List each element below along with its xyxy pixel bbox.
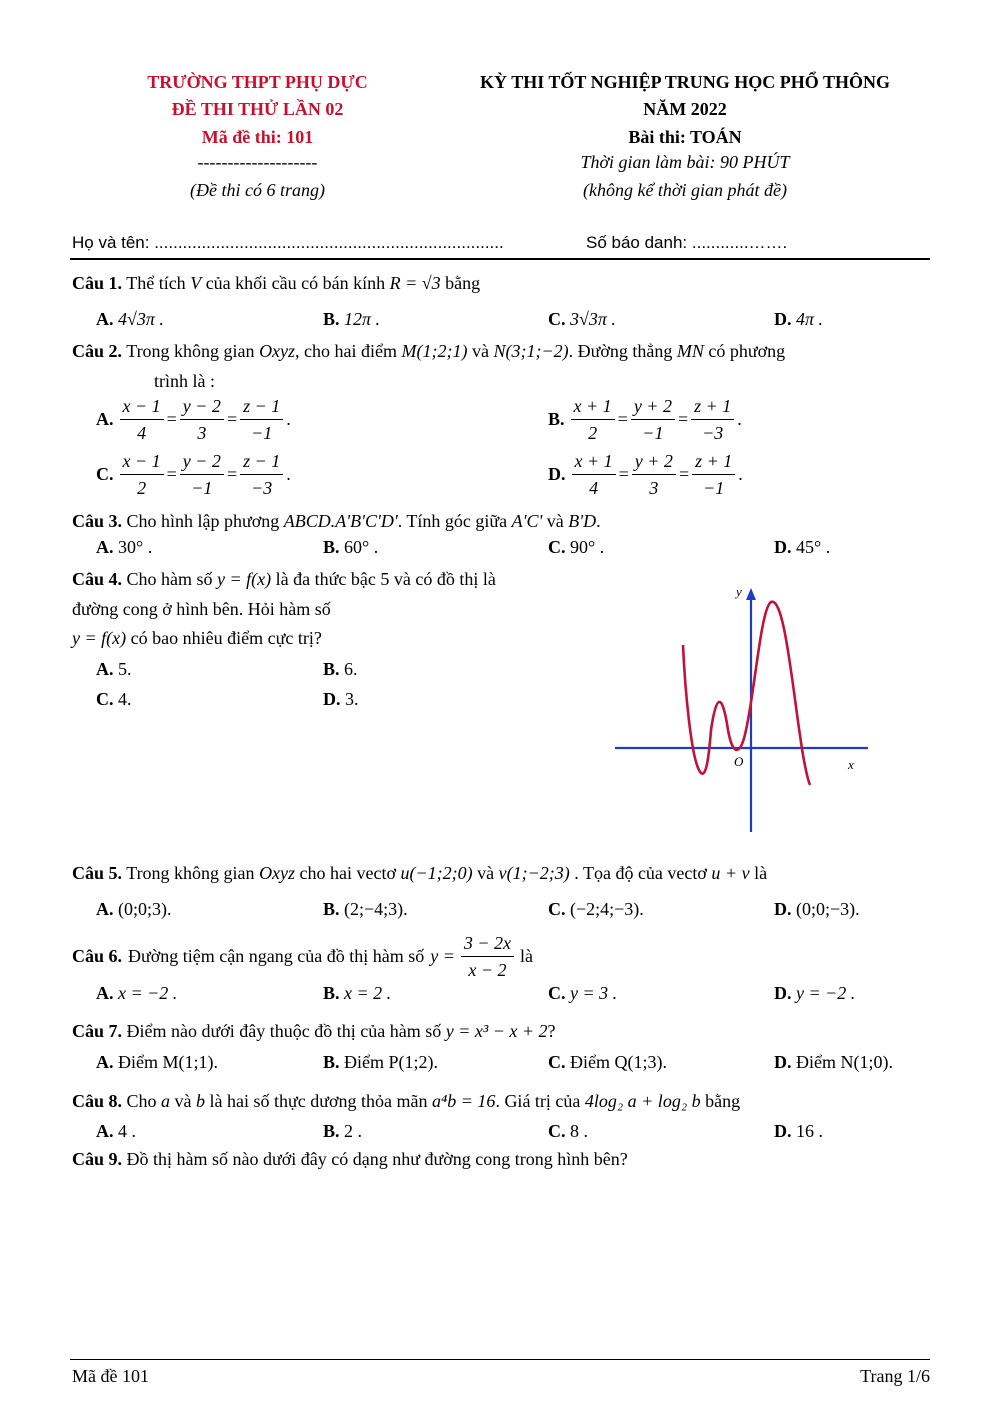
origin-label: O [734, 754, 744, 769]
school-name: TRƯỜNG THPT PHỤ DỰC [147, 72, 368, 92]
fraction [572, 448, 616, 501]
question-text: và [477, 863, 495, 883]
x-axis-label: x [848, 757, 854, 772]
option-value: 3√3π . [570, 309, 616, 329]
question-text: Trong không gian [126, 341, 255, 361]
question-2 [72, 341, 785, 362]
option-value: 4√3π . [118, 309, 164, 329]
fraction [691, 393, 734, 446]
denominator: 3 [649, 478, 659, 498]
option-label: C. [548, 899, 566, 919]
numerator: z + 1 [691, 393, 734, 420]
math-expr: y = f(x) [72, 628, 127, 648]
option-value: 45° . [796, 537, 831, 557]
option-label: D. [774, 1121, 792, 1141]
option-value: y = −2 . [796, 983, 856, 1003]
student-id-field: Số báo danh: ............……. [586, 233, 788, 252]
option-c [548, 983, 617, 1004]
question-text: . Đường thẳng [568, 341, 673, 361]
option-value: 4. [118, 689, 132, 709]
option-value: 4 . [118, 1121, 136, 1141]
numerator: z − 1 [240, 393, 283, 420]
option-label: A. [96, 1052, 114, 1072]
option-label: B. [323, 659, 340, 679]
option-label: B. [323, 537, 340, 557]
denominator: 2 [137, 478, 147, 498]
student-name-field: Họ và tên: .......................................................................... [72, 233, 504, 252]
math-expr: a⁴b = 16 [432, 1091, 496, 1111]
footer-exam-code: Mã đề 101 [72, 1366, 149, 1386]
option-b [323, 309, 380, 330]
option-label: B. [323, 983, 340, 1003]
option-b [323, 1121, 362, 1142]
numerator: z − 1 [240, 448, 283, 475]
option-value: 5. [118, 659, 132, 679]
math-var: V [190, 273, 202, 293]
line-equation: $\frac{x + 1}{2}$ = $\frac{y + 2}{-1}$ = $\frac{z + 1}{-3}$ . [571, 393, 742, 446]
fraction [692, 448, 735, 501]
math-expr: 4log₂ a + log₂ b [584, 1091, 701, 1111]
option-d [323, 689, 359, 710]
option-a [96, 983, 177, 1004]
option-d [774, 537, 830, 558]
math-expr: B'D [568, 511, 597, 531]
fraction [632, 448, 676, 501]
page-count: (Đề thi có 6 trang) [190, 180, 325, 200]
question-text: bằng [705, 1091, 741, 1111]
y-axis-arrow [746, 588, 756, 600]
footer-divider [70, 1359, 930, 1360]
question-label: Câu 3. [72, 511, 123, 531]
option-value: 4π . [796, 309, 824, 329]
question-label: Câu 7. [72, 1021, 123, 1041]
option-label: A. [96, 409, 114, 429]
fraction [180, 448, 224, 501]
y-axis-label: y [736, 584, 742, 599]
question-text: . Tính góc giữa [397, 511, 508, 531]
option-label: A. [96, 309, 114, 329]
option-label: C. [96, 464, 114, 484]
question-text: có bao nhiêu điểm cực trị? [130, 628, 322, 648]
question-text: . Giá trị của [495, 1091, 581, 1111]
question-text: , cho hai điểm [295, 341, 398, 361]
math-expr: Oxyz [259, 341, 296, 361]
option-c [548, 309, 616, 330]
math-expr: MN [676, 341, 704, 361]
question-label: Câu 1. [72, 273, 123, 293]
question-4 [72, 569, 496, 590]
question-8 [72, 1091, 740, 1112]
option-label: B. [323, 899, 340, 919]
math-expr: Oxyz [259, 863, 296, 883]
denominator: −3 [702, 423, 724, 443]
fraction [240, 448, 283, 501]
option-label: A. [96, 983, 114, 1003]
line-equation: $\frac{x - 1}{2}$ = $\frac{y - 2}{-1}$ = $\frac{z - 1}{-3}$ . [120, 448, 291, 501]
option-d [774, 1121, 823, 1142]
option-a [96, 309, 164, 330]
exam-year: NĂM 2022 [643, 99, 727, 119]
question-text: Đường tiệm cận ngang của đồ thị hàm số [128, 946, 425, 966]
option-b [323, 1052, 438, 1073]
option-d [774, 983, 855, 1004]
exam-time-note: (không kể thời gian phát đề) [582, 180, 788, 200]
option-b [323, 899, 408, 920]
question-label: Câu 8. [72, 1091, 123, 1111]
option-a [96, 537, 152, 558]
question-5 [72, 863, 767, 884]
question-text: . Tọa độ của vectơ [574, 863, 707, 883]
option-value: Điểm Q(1;3). [570, 1052, 667, 1072]
exam-code: Mã đề thi: 101 [201, 127, 314, 147]
numerator: y − 2 [180, 448, 224, 475]
option-a [96, 1121, 136, 1142]
option-value: 3. [345, 689, 359, 709]
question-text: là đa thức bậc 5 và có đồ thị là [275, 569, 496, 589]
math-expr: y = [430, 946, 455, 966]
line-equation: $\frac{x + 1}{4}$ = $\frac{y + 2}{3}$ = $\frac{z + 1}{-1}$ . [572, 448, 743, 501]
math-expr: y = x³ − x + 2 [445, 1021, 548, 1041]
option-value: 16 . [796, 1121, 823, 1141]
math-expr: u + v [711, 863, 750, 883]
numerator: y − 2 [180, 393, 224, 420]
option-c [548, 899, 644, 920]
option-value: x = 2 . [344, 983, 392, 1003]
question-text: Cho hình lập phương [126, 511, 280, 531]
question-text: là hai số thực dương thỏa mãn [209, 1091, 428, 1111]
option-value: (2;−4;3). [344, 899, 408, 919]
option-label: C. [548, 1052, 566, 1072]
question-3: Câu 3. Cho hình lập phương ABCD.A'B'C'D'. Tính góc giữa A'C' và B'D. [72, 511, 601, 531]
question-7 [72, 1021, 556, 1042]
option-value: 6. [344, 659, 358, 679]
denominator: −1 [191, 478, 213, 498]
option-value: (0;0;−3). [796, 899, 860, 919]
question-text: và [174, 1091, 192, 1111]
question-text: có phương [708, 341, 786, 361]
question-text: cho hai vectơ [299, 863, 397, 883]
denominator: −1 [251, 423, 273, 443]
denominator: 4 [137, 423, 147, 443]
denominator: 3 [197, 423, 207, 443]
option-b [323, 659, 358, 680]
option-b [548, 393, 742, 446]
question-text: của khối cầu có bán kính [205, 273, 386, 293]
math-expr: ABCD.A'B'C'D' [283, 511, 398, 531]
option-value: 12π . [344, 309, 381, 329]
option-c [96, 448, 291, 501]
option-b [323, 537, 378, 558]
numerator: z + 1 [692, 448, 735, 475]
denominator: −1 [642, 423, 664, 443]
option-value: x = −2 . [118, 983, 178, 1003]
exam-subject: Bài thi: TOÁN [628, 127, 742, 147]
option-c [548, 537, 604, 558]
option-label: B. [323, 309, 340, 329]
option-label: D. [323, 689, 341, 709]
numerator: x + 1 [572, 448, 616, 475]
option-label: D. [774, 983, 792, 1003]
numerator: y + 2 [632, 448, 676, 475]
option-label: A. [96, 659, 114, 679]
question-text: Cho hàm số [126, 569, 213, 589]
footer-page-number: Trang 1/6 [860, 1366, 930, 1386]
question-text: Điểm nào dưới đây thuộc đồ thị của hàm số [126, 1021, 442, 1041]
question-label: Câu 9. [72, 1149, 123, 1169]
question-label: Câu 6. [72, 946, 123, 966]
option-d [774, 309, 823, 330]
question-6 [72, 930, 533, 983]
question-1 [72, 273, 480, 294]
option-b [323, 983, 391, 1004]
option-d [548, 448, 743, 501]
numerator: 3 − 2x [461, 930, 514, 957]
option-label: D. [774, 899, 792, 919]
option-c [548, 1052, 667, 1073]
option-label: C. [548, 537, 566, 557]
option-label: C. [548, 309, 566, 329]
fraction [571, 393, 615, 446]
numerator: x − 1 [120, 448, 164, 475]
option-value: (0;0;3). [118, 899, 172, 919]
option-a [96, 659, 132, 680]
question-text: là [520, 946, 534, 966]
curve-fx [683, 602, 810, 785]
question-label: Câu 5. [72, 863, 123, 883]
option-a [96, 1052, 218, 1073]
math-expr: N(3;1;−2) [493, 341, 569, 361]
option-a [96, 899, 172, 920]
question-text: và [472, 341, 490, 361]
math-expr: v(1;−2;3) [498, 863, 570, 883]
fraction [631, 393, 675, 446]
numerator: y + 2 [631, 393, 675, 420]
option-value: Điểm N(1;0). [796, 1052, 893, 1072]
denominator: 4 [589, 478, 599, 498]
math-expr: y = f(x) [217, 569, 272, 589]
option-value: 30° . [118, 537, 153, 557]
header-divider [70, 258, 930, 260]
question-text: là [754, 863, 768, 883]
question-label: Câu 4. [72, 569, 123, 589]
question-text: và [546, 511, 564, 531]
math-var: a [161, 1091, 171, 1111]
option-value: Điểm P(1;2). [344, 1052, 439, 1072]
option-c [96, 689, 132, 710]
option-label: D. [774, 309, 792, 329]
math-expr: u(−1;2;0) [400, 863, 473, 883]
denominator: −3 [251, 478, 273, 498]
option-value: y = 3 . [570, 983, 618, 1003]
numerator: x − 1 [120, 393, 164, 420]
option-label: D. [774, 537, 792, 557]
question-9 [72, 1149, 628, 1170]
option-d [774, 899, 860, 920]
option-value: 60° . [344, 537, 379, 557]
denominator: 2 [588, 423, 598, 443]
denominator: −1 [703, 478, 725, 498]
polynomial-graph [600, 580, 880, 840]
math-var: b [196, 1091, 206, 1111]
math-expr: R = √3 [389, 273, 441, 293]
question-line [72, 628, 322, 649]
option-label: D. [548, 464, 566, 484]
option-value: 8 . [570, 1121, 588, 1141]
question-label: Câu 2. [72, 341, 123, 361]
denominator: x − 2 [468, 960, 507, 980]
option-label: C. [96, 689, 114, 709]
header-dashes: -------------------- [197, 152, 318, 172]
question-text: Đồ thị hàm số nào dưới đây có dạng như đường cong trong hình bên? [126, 1149, 628, 1169]
option-label: A. [96, 1121, 114, 1141]
fraction [180, 393, 224, 446]
option-label: B. [548, 409, 565, 429]
option-c [548, 1121, 588, 1142]
fraction [461, 930, 514, 983]
fraction [120, 448, 164, 501]
math-expr: A'C' [511, 511, 543, 531]
option-value: 90° . [570, 537, 605, 557]
fraction [240, 393, 283, 446]
exam-title: KỲ THI TỐT NGHIỆP TRUNG HỌC PHỔ THÔNG [480, 72, 890, 92]
numerator: x + 1 [571, 393, 615, 420]
question-text: đường cong ở hình bên. Hỏi hàm số [72, 599, 331, 619]
option-label: B. [323, 1052, 340, 1072]
option-value: Điểm M(1;1). [118, 1052, 218, 1072]
math-expr: M(1;2;1) [401, 341, 468, 361]
option-label: D. [774, 1052, 792, 1072]
question-text: ? [547, 1021, 556, 1041]
option-label: C. [548, 1121, 566, 1141]
option-value: (−2;4;−3). [570, 899, 644, 919]
question-text: bằng [445, 273, 481, 293]
question-text: Trong không gian [126, 863, 255, 883]
option-label: A. [96, 899, 114, 919]
question-text: Cho [126, 1091, 157, 1111]
exam-round: ĐỀ THI THỬ LẦN 02 [171, 99, 344, 119]
option-a [96, 393, 291, 446]
option-label: B. [323, 1121, 340, 1141]
fraction [120, 393, 164, 446]
exam-time: Thời gian làm bài: 90 PHÚT [580, 152, 790, 172]
question-text: Thể tích [126, 273, 186, 293]
option-value: 2 . [344, 1121, 363, 1141]
question-text: trình là : [154, 371, 215, 391]
option-label: C. [548, 983, 566, 1003]
option-d [774, 1052, 893, 1073]
option-label: A. [96, 537, 114, 557]
line-equation: $\frac{x - 1}{4}$ = $\frac{y - 2}{3}$ = $\frac{z - 1}{-1}$ . [120, 393, 291, 446]
